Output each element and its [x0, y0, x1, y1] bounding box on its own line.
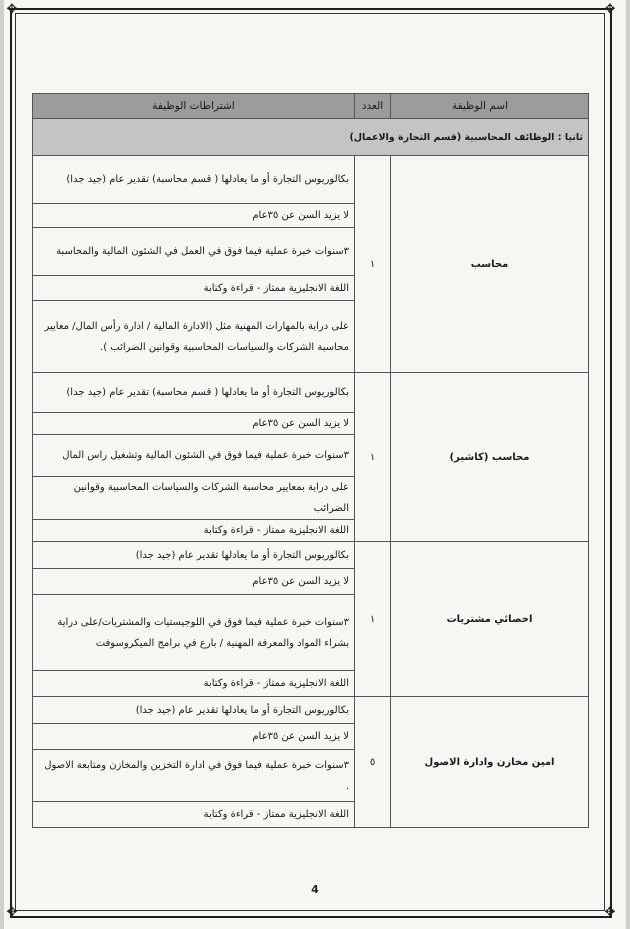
requirement-cell: اللغة الانجليزية ممتاز - قراءة وكتابة [33, 276, 355, 301]
job-count-cell: ٥ [355, 697, 391, 828]
job-count-cell: ١ [355, 373, 391, 542]
table-row [33, 156, 589, 204]
requirement-cell: ٣سنوات خبرة عملية فيما فوق في ادارة التخزين والمخازن ومتابعة الاصول . [33, 750, 355, 802]
section-title: ثانيا : الوظائف المحاسبية (قسم التجارة والاعمال) [33, 119, 589, 156]
requirement-cell: ٣سنوات خبرة عملية فيما فوق في الشئون المالية وتشغيل راس المال [33, 435, 355, 477]
requirement-cell: اللغة الانجليزية ممتاز - قراءة وكتابة [33, 671, 355, 697]
requirement-cell: بكالوريوس التجارة أو ما يعادلها تقدير عام (جيد جدا) [33, 697, 355, 724]
corner-ornament-icon: ✥ [604, 2, 616, 17]
job-title-cell: محاسب [391, 156, 589, 373]
requirement-cell: على دراية بمعايير محاسبة الشركات والسياسات المحاسبية وقوانين الضرائب [33, 477, 355, 520]
requirement-cell: لا يزيد السن عن ٣٥عام [33, 204, 355, 228]
table-header-row [33, 94, 589, 119]
job-title-cell: امين مخازن وادارة الاصول [391, 697, 589, 828]
requirement-cell: لا يزيد السن عن ٣٥عام [33, 724, 355, 750]
requirement-cell: اللغة الانجليزية ممتاز - قراءة وكتابة [33, 520, 355, 542]
header-requirements: اشتراطات الوظيفة [33, 94, 355, 119]
table-row [33, 373, 589, 413]
requirement-cell: بكالوريوس التجارة أو ما يعادلها تقدير عام (جيد جدا) [33, 542, 355, 569]
page-number: 4 [311, 883, 319, 896]
requirement-cell: بكالوريوس التجارة أو ما يعادلها ( قسم محاسبة) تقدير عام (جيد جدا) [33, 373, 355, 413]
job-title-cell: محاسب (كاشير) [391, 373, 589, 542]
table-row [33, 542, 589, 569]
requirement-cell: ٣سنوات خبرة عملية فيما فوق في اللوجيستيات والمشتريات/على دراية بشراء المواد والمعرفة المهنية / بارع في برامج الميكروسوفت [33, 595, 355, 671]
job-count-cell: ١ [355, 542, 391, 697]
requirement-cell: ٣سنوات خبرة عملية فيما فوق في العمل في الشئون المالية والمحاسبة [33, 228, 355, 276]
corner-ornament-icon: ✥ [604, 905, 616, 920]
requirement-cell: لا يزيد السن عن ٣٥عام [33, 413, 355, 435]
requirement-cell: على دراية بالمهارات المهنية مثل (الادارة المالية / ادارة رأس المال/ معايير محاسبة الشركات والسياسات المحاسبية وقوانين الضرائب ). [33, 301, 355, 373]
section-row [33, 119, 589, 156]
corner-ornament-icon: ✥ [6, 905, 18, 920]
job-count-cell: ١ [355, 156, 391, 373]
corner-ornament-icon: ✥ [6, 2, 18, 17]
job-title-cell: اخصائي مشتريات [391, 542, 589, 697]
table-row [33, 697, 589, 724]
header-job-title: اسم الوظيفة [391, 94, 589, 119]
header-count: العدد [355, 94, 391, 119]
requirement-cell: بكالوريوس التجارة أو ما يعادلها ( قسم محاسبة) تقدير عام (جيد جدا) [33, 156, 355, 204]
job-requirements-table [32, 93, 589, 828]
requirement-cell: لا يزيد السن عن ٣٥عام [33, 569, 355, 595]
requirement-cell: اللغة الانجليزية ممتاز - قراءة وكتابة [33, 802, 355, 828]
